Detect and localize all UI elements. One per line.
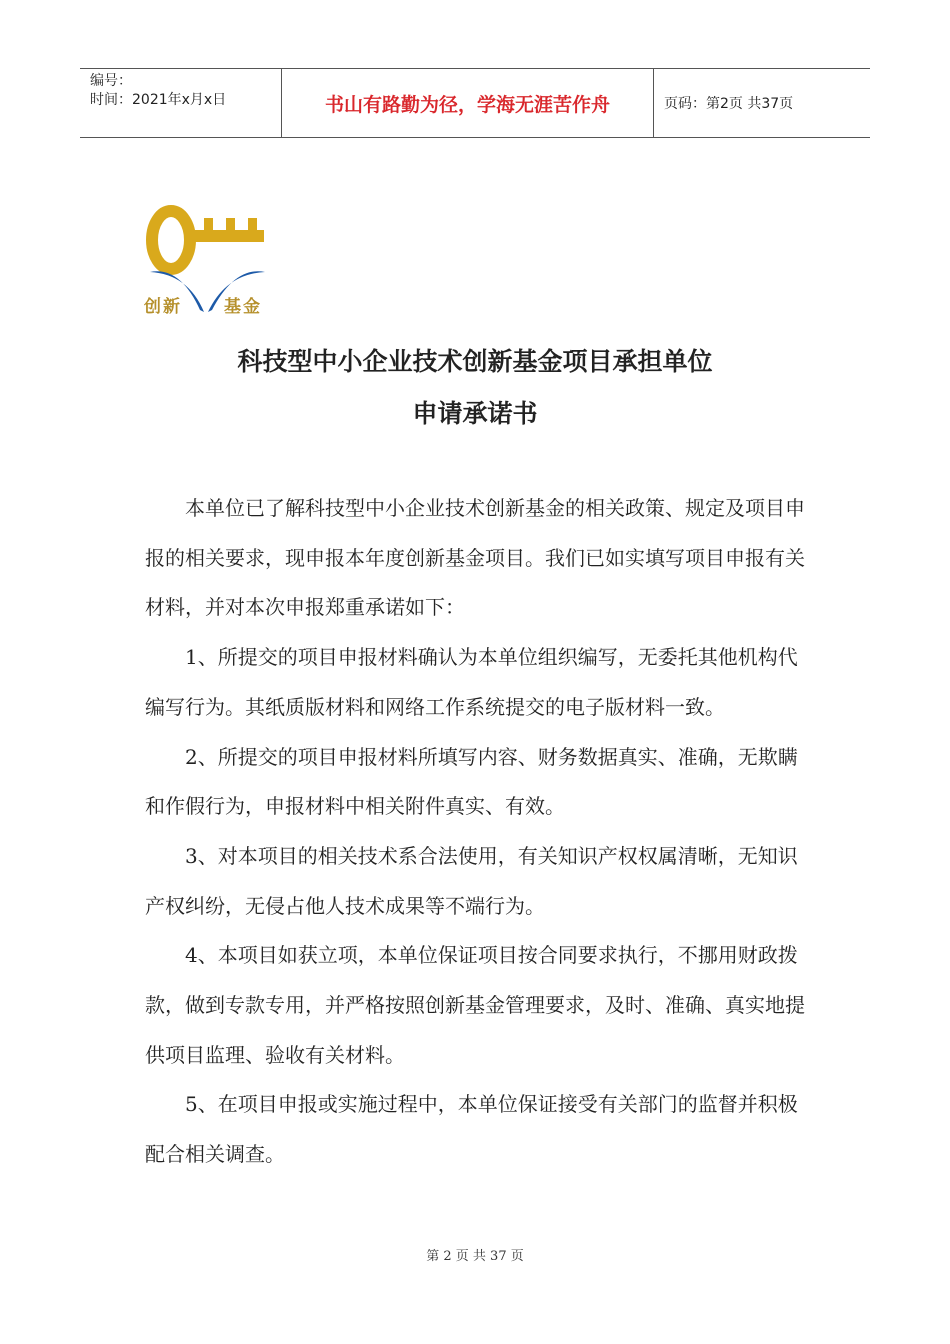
header-page-label: 页码：第2页 共37页 bbox=[664, 96, 794, 112]
commitment-item-3: 3、对本项目的相关技术系合法使用，有关知识产权权属清晰，无知识产权纠纷，无侵占他人技术成果等不端行为。 bbox=[145, 843, 798, 918]
logo-text-left: 创新 bbox=[144, 297, 182, 317]
header-meta bbox=[80, 69, 282, 137]
innovation-fund-logo bbox=[140, 200, 275, 318]
commitment-item-1: 1、所提交的项目申报材料确认为本单位组织编写，无委托其他机构代编写行为。其纸质版材料和网络工作系统提交的电子版材料一致。 bbox=[145, 645, 798, 719]
page-footer: 第 2 页 共 37 页 bbox=[426, 1249, 524, 1264]
time-label: 时间：2021年x月x日 bbox=[90, 92, 227, 108]
intro-paragraph: 本单位已了解科技型中小企业技术创新基金的相关政策、规定及项目申报的相关要求，现申报本年度创新基金项目。我们已如实填写项目申报有关材料，并对本次申报郑重承诺如下： bbox=[145, 496, 805, 620]
commitment-item-4: 4、本项目如获立项，本单位保证项目按合同要求执行，不挪用财政拨款，做到专款专用，并严格按照创新基金管理要求，及时、准确、真实地提供项目监理、验收有关材料。 bbox=[145, 943, 805, 1067]
document-body bbox=[145, 484, 810, 1180]
page-header bbox=[80, 68, 870, 138]
commitment-item-2: 2、所提交的项目申报材料所填写内容、财务数据真实、准确，无欺瞒和作假行为，申报材料中相关附件真实、有效。 bbox=[145, 744, 798, 819]
logo-text-right: 基金 bbox=[224, 297, 262, 317]
header-motto: 书山有路勤为径，学海无涯苦作舟 bbox=[282, 69, 654, 137]
commitment-item-5: 5、在项目申报或实施过程中，本单位保证接受有关部门的监督并积极配合相关调查。 bbox=[145, 1092, 798, 1167]
document-title-line1: 科技型中小企业技术创新基金项目承担单位 bbox=[237, 347, 713, 376]
number-label: 编号： bbox=[90, 73, 132, 89]
document-title-line2: 申请承诺书 bbox=[412, 399, 538, 428]
